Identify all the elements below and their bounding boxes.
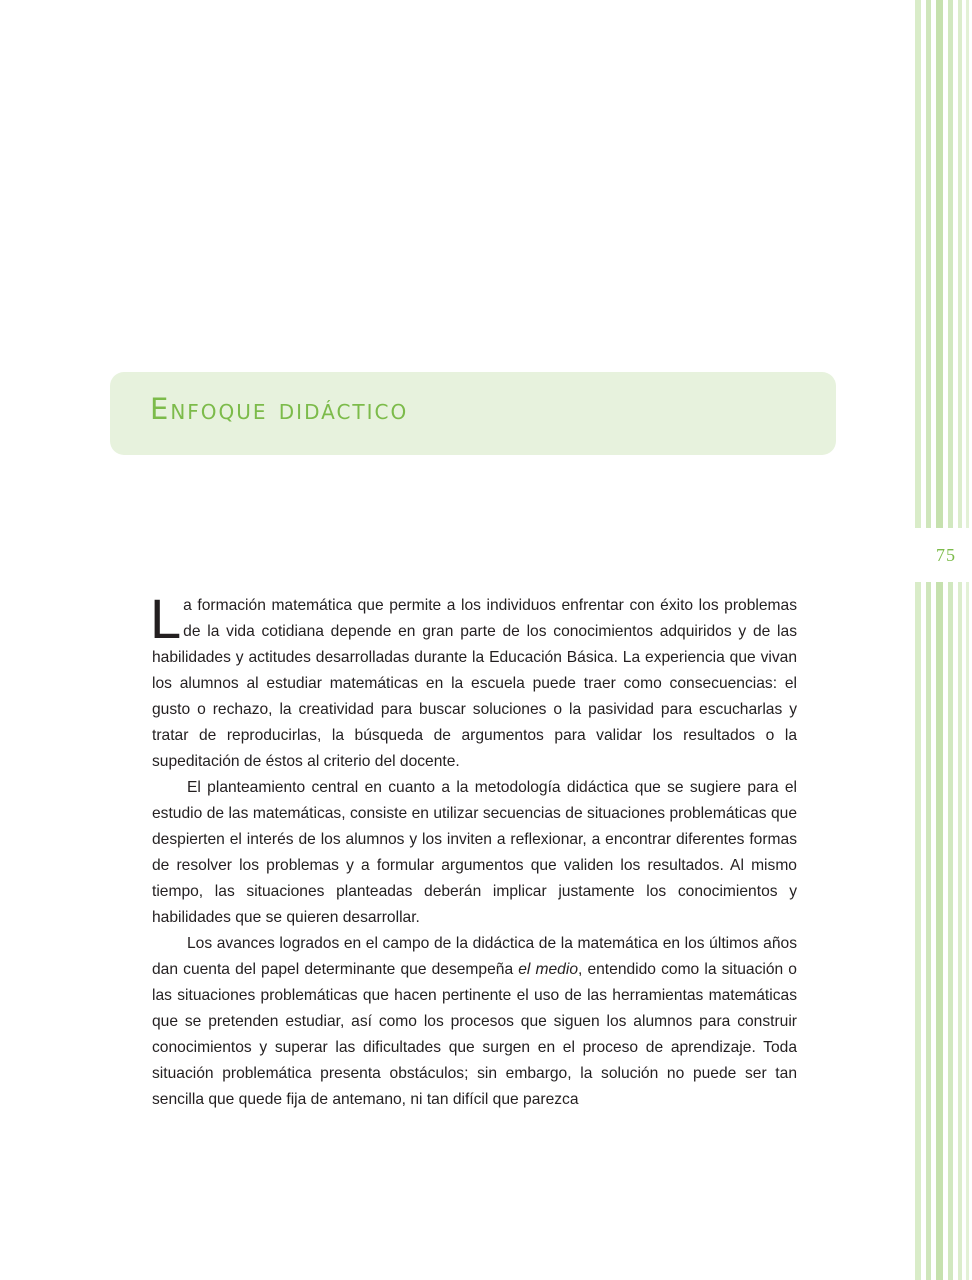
margin-stripe xyxy=(966,0,969,1280)
page-number-box xyxy=(912,528,972,582)
paragraph-1-text: a formación matemática que permite a los individuos enfrentar con éxito los problemas de la vida cotidiana depende en gran parte de los conocimientos adquiridos y de las habilidades y actitudes desarrolladas durante la Educación Básica. La experiencia que vivan los alumnos al estudiar matemáticas en la escuela puede traer como consecuencias: el gusto o rechazo, la creatividad para buscar soluciones o la pasividad para escucharlas y tratar de reproducirlas, la búsqueda de argumentos para validar los resultados o la supeditación de éstos al criterio del docente. xyxy=(152,597,797,770)
paragraph-3 xyxy=(152,931,797,1113)
section-title: Enfoque didáctico xyxy=(150,392,409,426)
body-text xyxy=(150,587,797,1113)
drop-cap: L xyxy=(150,587,182,650)
section-title-band xyxy=(110,372,836,455)
margin-stripe xyxy=(915,0,921,1280)
paragraph-3-text-start: Los avances logrados en el campo de la didáctica de la matemática en los últimos años dan cuenta del papel determinante que desempeña xyxy=(152,935,797,978)
page-number: 75 xyxy=(936,544,956,565)
margin-stripe xyxy=(926,0,931,1280)
paragraph-2: El planteamiento central en cuanto a la metodología didáctica que se sugiere para el estudio de las matemáticas, consiste en utilizar secuencias de situaciones problemáticas que despierten el interés de los alumnos y los inviten a reflexionar, a encontrar diferentes formas de resolver los problemas y a formular argumentos que validen los resultados. Al mismo tiempo, las situaciones planteadas deberán implicar justamente los conocimientos y habilidades que se quieren desarrollar. xyxy=(152,779,797,926)
margin-stripes xyxy=(912,0,972,1280)
margin-stripe xyxy=(936,0,943,1280)
paragraph-3-text-end: , entendido como la situación o las situaciones problemáticas que hacen pertinente el uso de las herramientas matemáticas que se pretenden estudiar, así como los procesos que siguen los alumnos para construir conocimientos y superar las dificultades que surgen en el proceso de aprendizaje. Toda situación problemática presenta obstáculos; sin embargo, la solución no puede ser tan sencilla que quede fija de antemano, ni tan difícil que parezca xyxy=(152,961,797,1108)
margin-stripe xyxy=(958,0,962,1280)
margin-stripe xyxy=(948,0,953,1280)
paragraph-3-emphasis: el medio xyxy=(518,961,578,978)
paragraph-1 xyxy=(150,587,797,775)
